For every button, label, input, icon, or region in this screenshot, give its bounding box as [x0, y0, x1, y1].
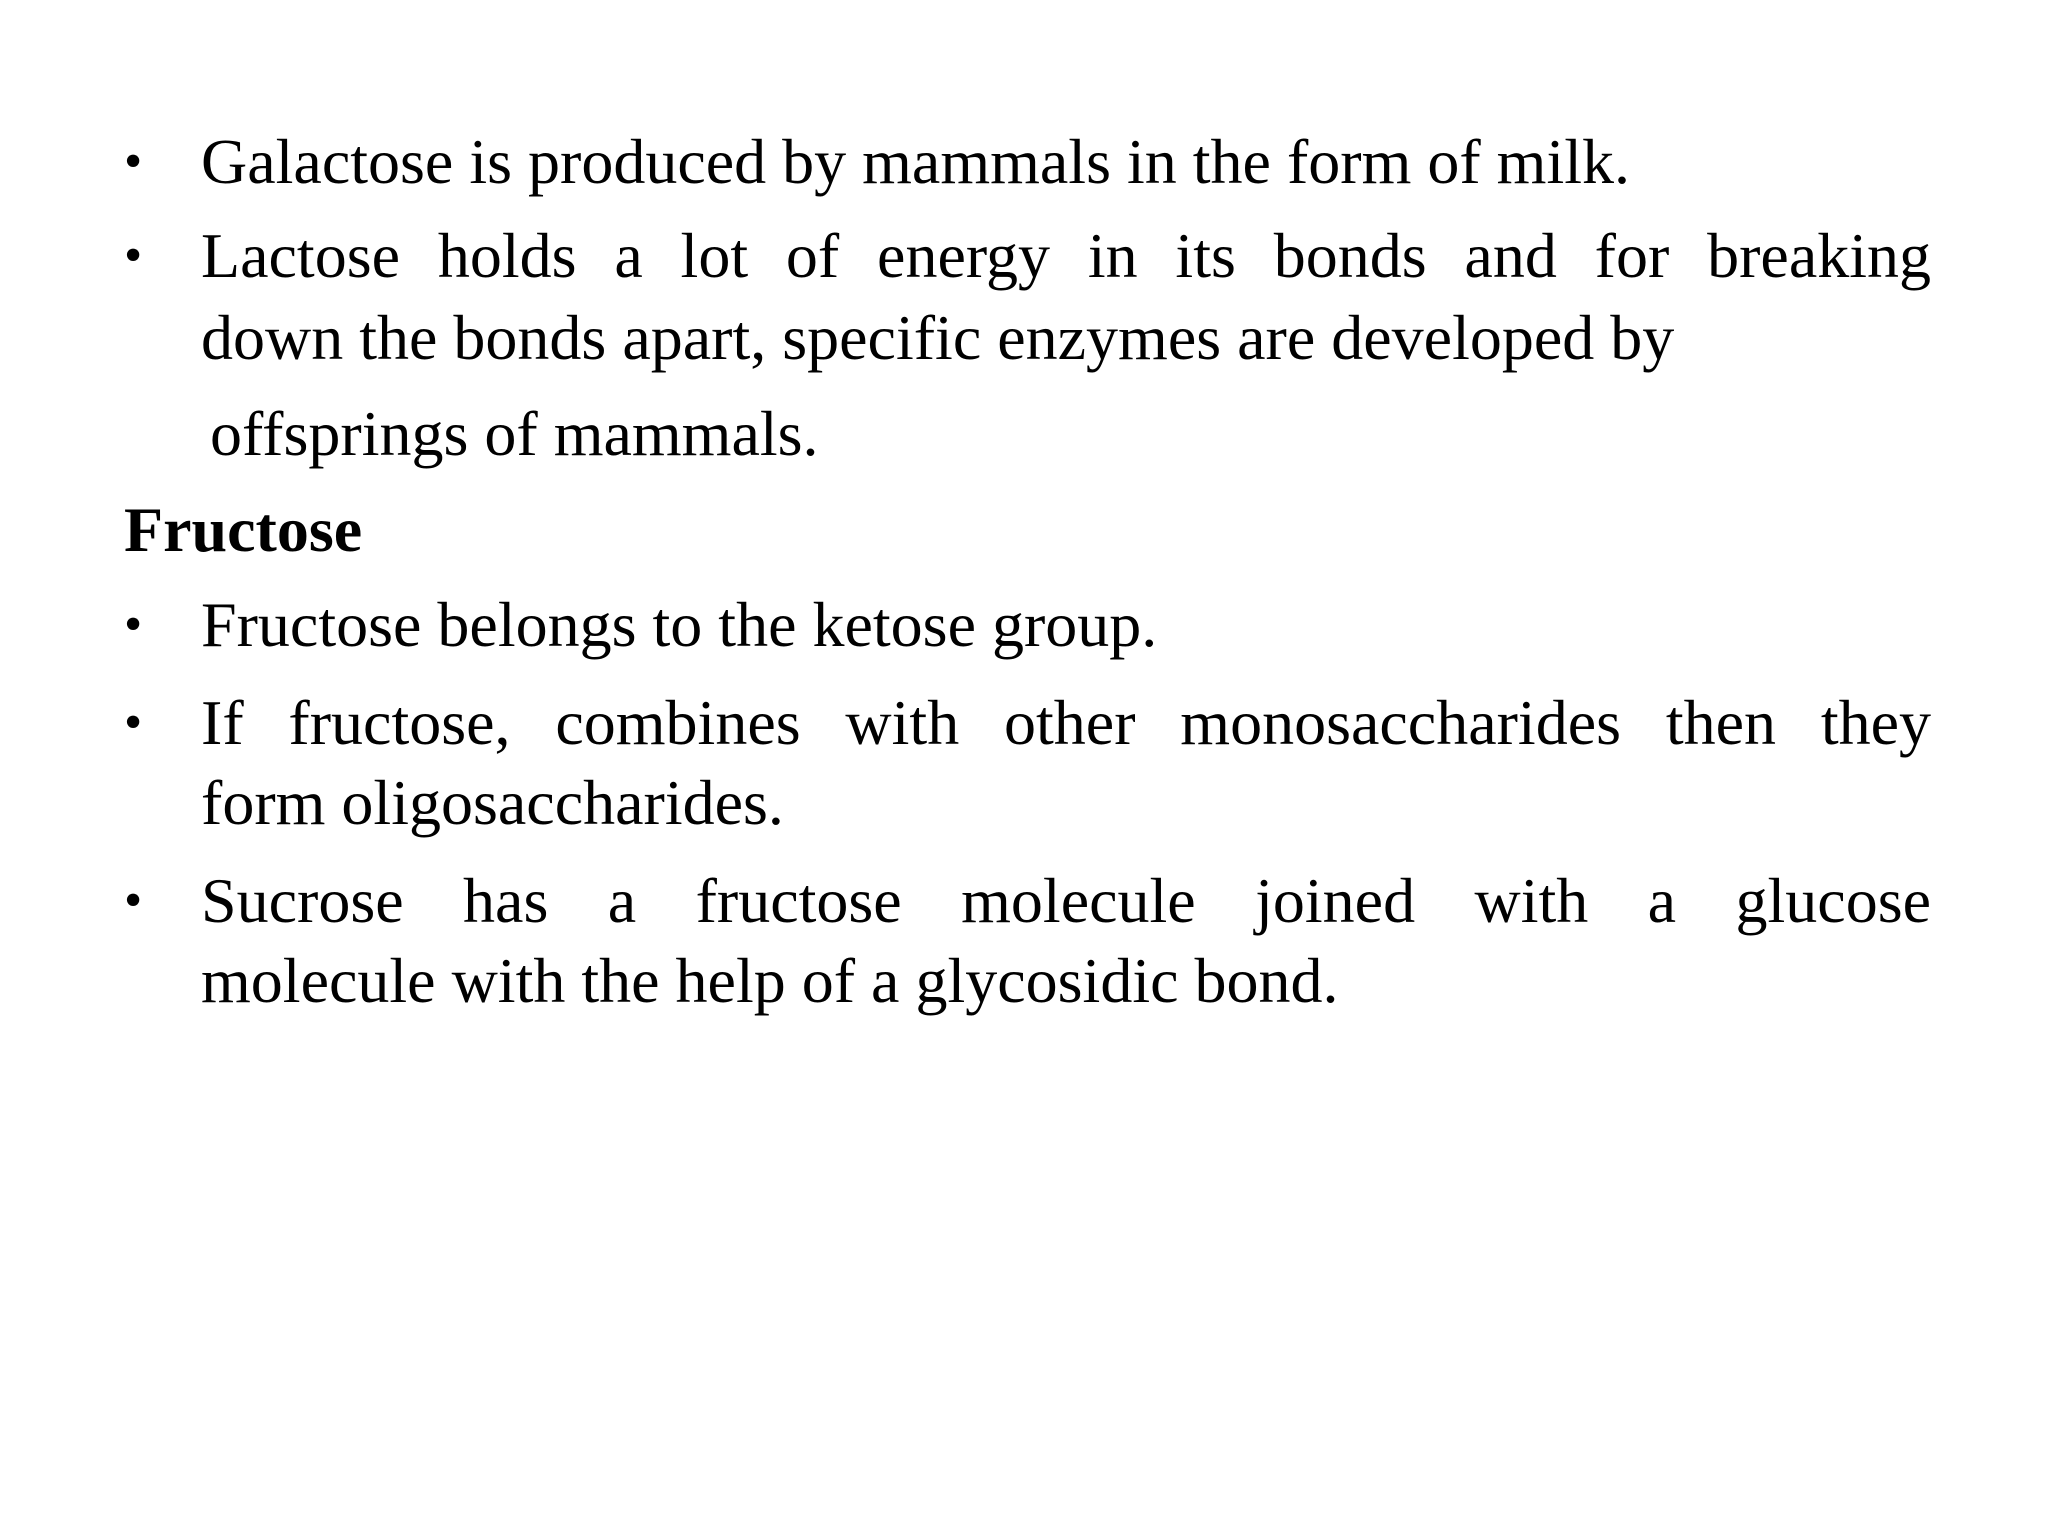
bullet-marker: • [124, 133, 143, 190]
bullet-text-sucrose-line-2: molecule with the help of a glycosidic bond. [201, 945, 1339, 1016]
bullet-text-lactose-line-1: Lactose holds a lot of energy in its bonds and for breaking [201, 220, 1931, 291]
bullet-text-ketose: Fructose belongs to the ketose group. [201, 589, 1158, 660]
bullet-text-sucrose-line-1: Sucrose has a fructose molecule joined with a glucose [201, 865, 1931, 936]
bullet-text-lactose-line-2: down the bonds apart, specific enzymes are developed by [201, 302, 1675, 373]
bullet-marker: • [124, 227, 143, 284]
bullet-text-oligosaccharides-line-2: form oligosaccharides. [201, 767, 784, 838]
bullet-text-galactose: Galactose is produced by mammals in the form of milk. [201, 126, 1630, 197]
bullet-marker: • [124, 872, 143, 929]
bullet-marker: • [124, 596, 143, 653]
bullet-text-lactose-line-3: offsprings of mammals. [210, 398, 819, 469]
bullet-marker: • [124, 694, 143, 751]
bullet-text-oligosaccharides-line-1: If fructose, combines with other monosaccharides then they [201, 687, 1931, 758]
section-heading-fructose: Fructose [124, 494, 363, 565]
